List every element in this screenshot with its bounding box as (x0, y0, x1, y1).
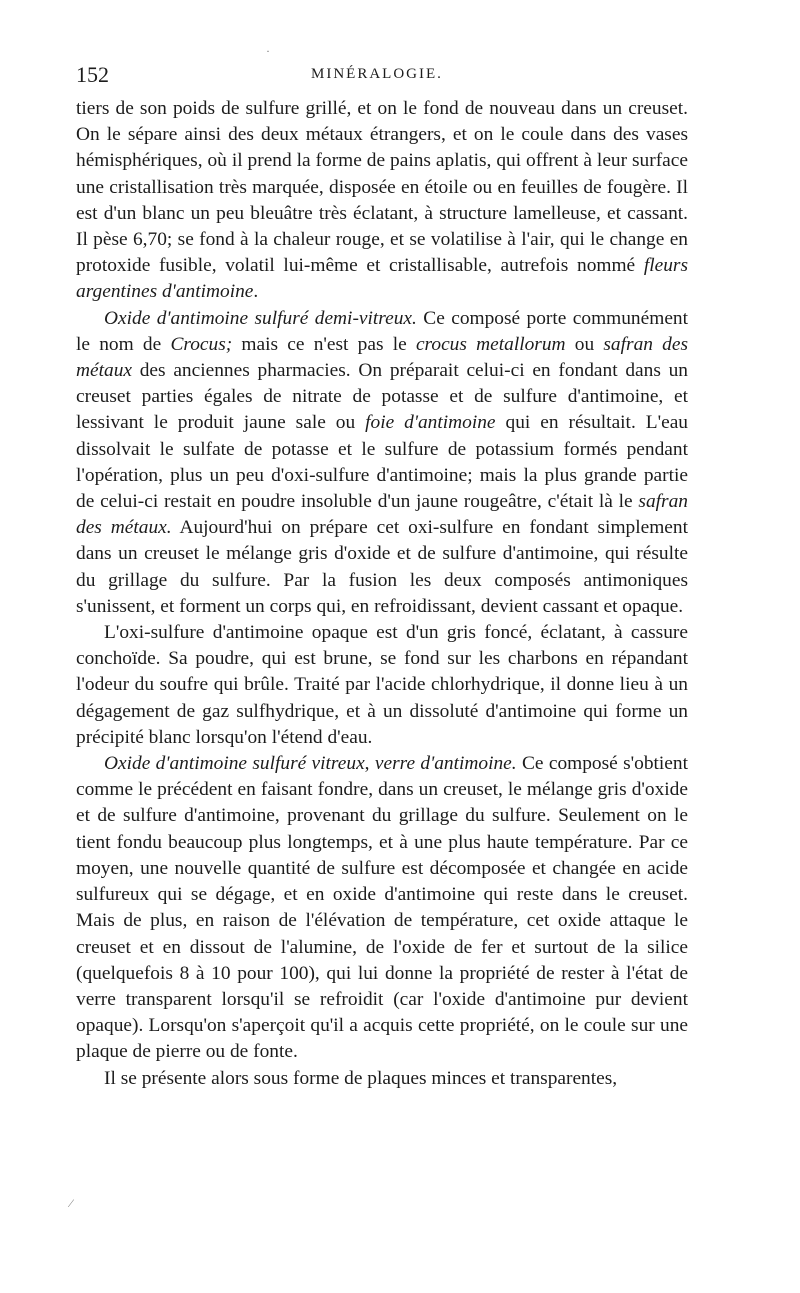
stray-mark-dot: · (266, 44, 270, 58)
text-run: Aujourd'hui on prépare cet oxi-sulfure en fondant simplement dans un creuset le mélange gris d'oxide et de sulfure d'antimoine, qui résulte du grillage du sulfure. Par la fusion les deux composés antimoniques s'unissent, et forment un corps qui, en refroidissant, devient cassant et opaque. (76, 517, 688, 617)
italic-term: crocus metallorum (415, 333, 566, 355)
stray-mark-tick: ⁄ (70, 1196, 73, 1210)
running-head: MINÉRALOGIE. (311, 66, 443, 82)
paragraph-1 (76, 96, 688, 306)
text-run: qui en résultait. L'eau dissolvait le sulfate de potasse et le sulfure de potassium formés pendant l'opération, plus un peu d'oxi-sulfure d'antimoine; mais la plus grande partie de celui-ci restait en poudre insoluble d'un jaune rougeâtre, c'était là le (76, 412, 688, 513)
text-run: des anciennes pharmacies. On préparait celui-ci en fondant dans un creuset parties égales de nitrate de potasse et de sulfure d'antimoine, et lessivant le produit jaune sale ou (76, 360, 688, 434)
body-text (76, 96, 688, 1092)
text-run: tiers de son poids de sulfure grillé, et on le fond de nouveau dans un creuset. On le sépare ainsi des deux métaux étrangers, et on le coule dans des vases hémisphériques, où il prend la forme de pains aplatis, qui offrent à leur surface une cristallisation très marquée, disposée en étoile ou en feuilles de fougère. Il est d'un blanc un peu bleuâtre très éclatant, à structure lamelleuse, et cassant. Il pèse 6,70; se fond à la chaleur rouge, et se volatilise à l'air, qui le change en protoxide fusible, volatil lui-même et cristallisable, autrefois nommé (76, 98, 688, 277)
text-run: Ce composé s'obtient comme le précédent en faisant fondre, dans un creuset, le mélange gris d'oxide et de sulfure d'antimoine, provenant du grillage du sulfure. Seulement on le tient fondu beaucoup plus longtemps, et à une plus haute température. Par ce moyen, une nouvelle quantité de sulfure est décomposée et changée en acide sulfureux qui se dégage, et en oxide d'antimoine qui reste dans le creuset. Mais de plus, en raison de l'élévation de température, cet oxide attaque le creuset et en dissout de l'alumine, de l'oxide de fer et surtout de la silice (quelquefois 8 à 10 pour 100), qui lui donne la propriété de rester à l'état de verre transparent lorsqu'il se refroidit (car l'oxide d'antimoine pur devient opaque). Lorsqu'on s'aperçoit qu'il a acquis cette propriété, on le coule sur une plaque de pierre ou de fonte. (76, 753, 688, 1063)
paragraph-5 (76, 1066, 688, 1092)
italic-term: foie d'antimoine (365, 412, 496, 434)
text-run: . (253, 281, 259, 303)
paragraph-3 (76, 620, 688, 751)
italic-term: verre d'antimoine. (374, 753, 517, 775)
page-header (76, 62, 688, 88)
text-run: mais ce n'est pas le (232, 333, 416, 355)
italic-term: safran des métaux (76, 333, 689, 382)
page-number: 152 (76, 62, 109, 87)
italic-term: safran des métaux. (76, 491, 688, 539)
section-heading-italic: Oxide d'antimoine sulfuré demi-vitreux. (104, 307, 417, 329)
text-run: , (364, 753, 375, 775)
paragraph-2 (76, 306, 688, 620)
text-run: Il se présente alors sous forme de plaques minces et transparentes, (104, 1067, 618, 1089)
italic-term: fleurs argentines d'antimoine (76, 255, 688, 303)
italic-term: Crocus; (170, 333, 233, 355)
text-run: Ce composé porte communément le nom de (76, 307, 689, 355)
text-run: ou (565, 333, 604, 355)
page (76, 62, 688, 1092)
paragraph-4 (76, 751, 688, 1065)
text-run: L'oxi-sulfure d'antimoine opaque est d'un gris foncé, éclatant, à cassure conchoïde. Sa poudre, qui est brune, se fond sur les charbons en répandant l'odeur du soufre qui brûle. Traité par l'acide chlorhydrique, il donne lieu à un dégagement de gaz sulfhydrique, et à un dissoluté d'antimoine qui forme un précipité blanc lorsqu'on l'étend d'eau. (76, 622, 688, 748)
section-heading-italic: Oxide d'antimoine sulfuré vitreux (104, 753, 365, 775)
